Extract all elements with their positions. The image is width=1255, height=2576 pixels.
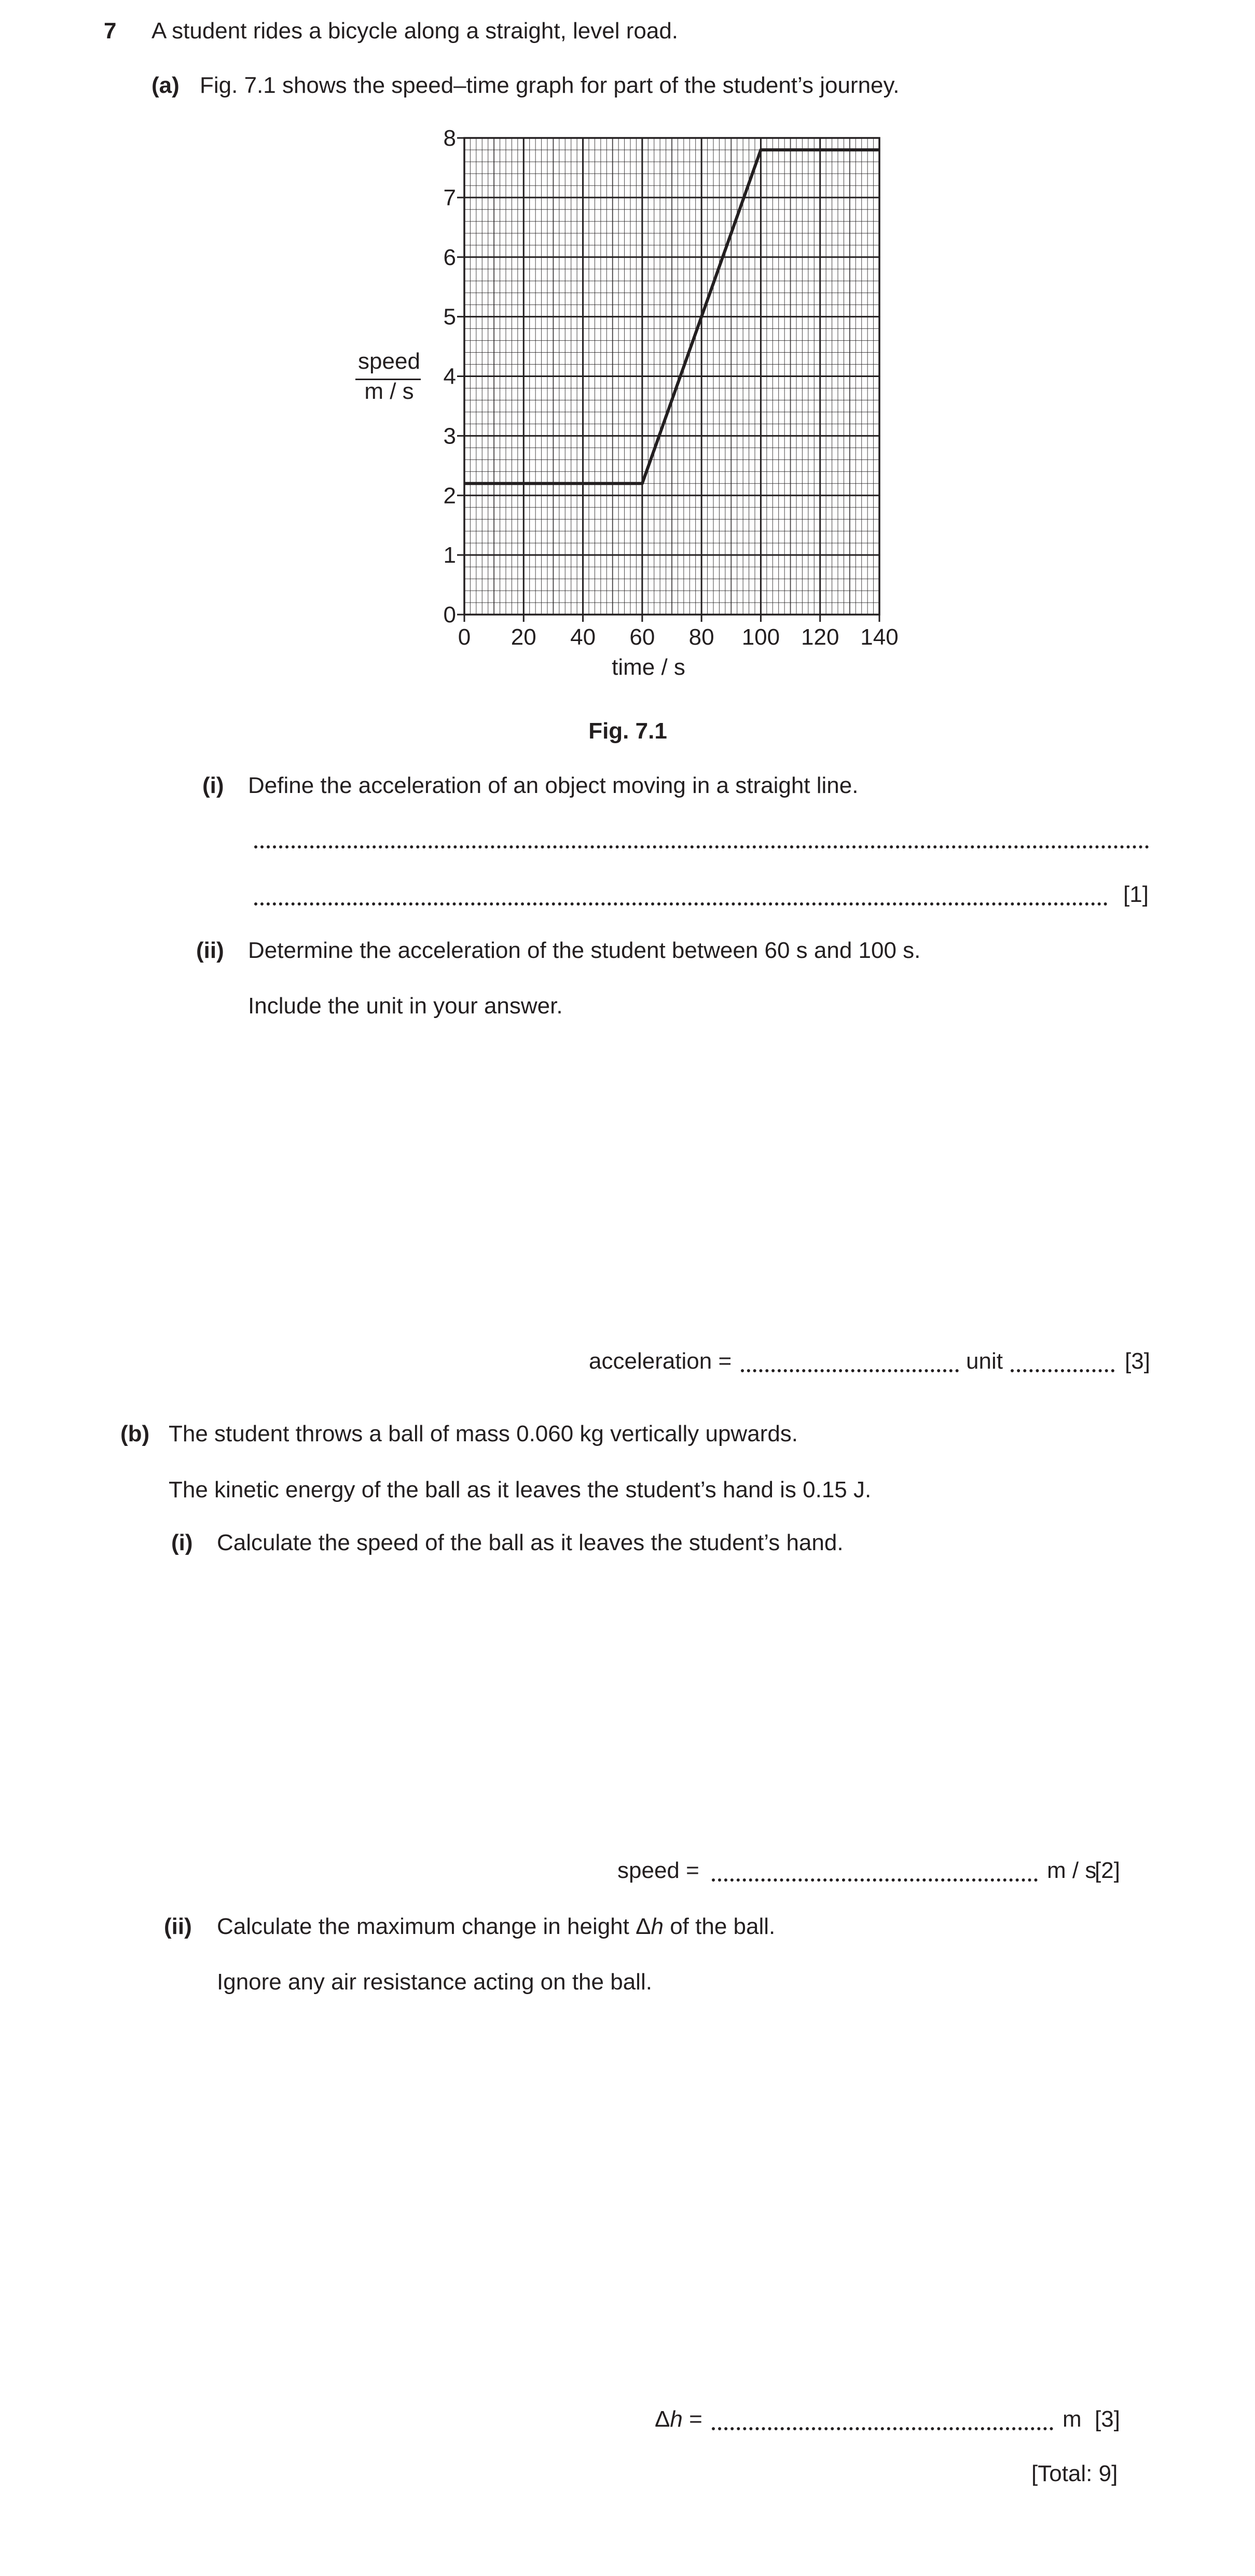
unit-label: unit <box>966 1348 1003 1374</box>
x-tick-label: 80 <box>688 624 714 650</box>
x-tick-label: 0 <box>458 624 471 650</box>
speed-answer-line[interactable] <box>712 1878 1038 1882</box>
part-b-ii-text <box>217 1914 775 1940</box>
marks-a-ii: [3] <box>1125 1348 1150 1374</box>
x-axis-label: time / s <box>612 655 685 680</box>
speed-unit: m / s <box>1047 1858 1097 1883</box>
y-tick-label: 1 <box>443 542 456 568</box>
y-axis-label-top: speed <box>358 349 420 374</box>
marks-b-i: [2] <box>1095 1858 1120 1883</box>
total-marks: [Total: 9] <box>1031 2461 1118 2486</box>
y-tick-label: 0 <box>443 602 456 628</box>
marks-b-ii: [3] <box>1095 2406 1120 2432</box>
y-tick-label: 5 <box>443 304 456 330</box>
part-a-i-label: (i) <box>202 773 224 798</box>
part-b-ii-text-post: of the ball. <box>663 1914 776 1939</box>
y-axis-label-bottom: m / s <box>364 379 414 404</box>
part-b-i-text: Calculate the speed of the ball as it leaves the student’s hand. <box>217 1530 844 1555</box>
part-a-ii-text: Determine the acceleration of the student between 60 s and 100 s. <box>248 938 921 963</box>
y-tick-label: 8 <box>443 126 456 151</box>
answer-line-a-i-1[interactable] <box>254 845 1149 848</box>
delta-symbol: Δ <box>655 2406 670 2432</box>
answer-line-a-i-2[interactable] <box>254 902 1108 906</box>
part-b-ii-label: (ii) <box>164 1914 192 1939</box>
question-intro: A student rides a bicycle along a straight, level road. <box>151 18 679 44</box>
y-tick-label: 4 <box>443 364 456 389</box>
delta-h-prefix <box>655 2406 702 2433</box>
x-tick-label: 20 <box>511 624 536 650</box>
acceleration-prefix: acceleration = <box>589 1348 732 1374</box>
part-a-ii-text2: Include the unit in your answer. <box>248 993 563 1019</box>
question-number: 7 <box>104 18 117 44</box>
part-b-label: (b) <box>120 1421 150 1446</box>
y-tick-label: 7 <box>443 185 456 211</box>
y-tick-label: 6 <box>443 244 456 270</box>
part-b-ii-text2: Ignore any air resistance acting on the ball. <box>217 1969 652 1995</box>
part-a-ii-label: (ii) <box>196 938 224 963</box>
part-a-i-text: Define the acceleration of an object moving in a straight line. <box>248 773 859 798</box>
x-tick-label: 120 <box>801 624 839 650</box>
x-tick-label: 60 <box>629 624 655 650</box>
delta-h-var: h <box>670 2406 683 2432</box>
part-b-i-label: (i) <box>171 1530 193 1555</box>
acceleration-answer-line[interactable] <box>741 1369 959 1372</box>
speed-prefix: speed = <box>617 1858 699 1883</box>
part-b-ii-text-pre: Calculate the maximum change in height Δ <box>217 1914 651 1939</box>
part-a-text: Fig. 7.1 shows the speed–time graph for part of the student’s journey. <box>200 73 900 98</box>
y-tick-label: 3 <box>443 423 456 449</box>
x-tick-label: 140 <box>860 624 899 650</box>
figure-caption: Fig. 7.1 <box>588 718 667 744</box>
delta-h-unit: m <box>1063 2406 1082 2432</box>
part-b-ii-text-var: h <box>651 1914 664 1939</box>
delta-h-eq: = <box>682 2406 702 2432</box>
x-tick-label: 100 <box>741 624 780 650</box>
y-tick-label: 2 <box>443 483 456 509</box>
speed-time-graph <box>0 0 1255 752</box>
part-b-text2: The kinetic energy of the ball as it leaves the student’s hand is 0.15 J. <box>169 1477 872 1502</box>
unit-answer-line[interactable] <box>1011 1369 1114 1372</box>
delta-h-answer-line[interactable] <box>712 2427 1053 2430</box>
part-b-text: The student throws a ball of mass 0.060 kg vertically upwards. <box>169 1421 798 1446</box>
x-tick-label: 40 <box>570 624 596 650</box>
marks-a-i: [1] <box>1123 882 1149 907</box>
part-a-label: (a) <box>151 73 180 98</box>
